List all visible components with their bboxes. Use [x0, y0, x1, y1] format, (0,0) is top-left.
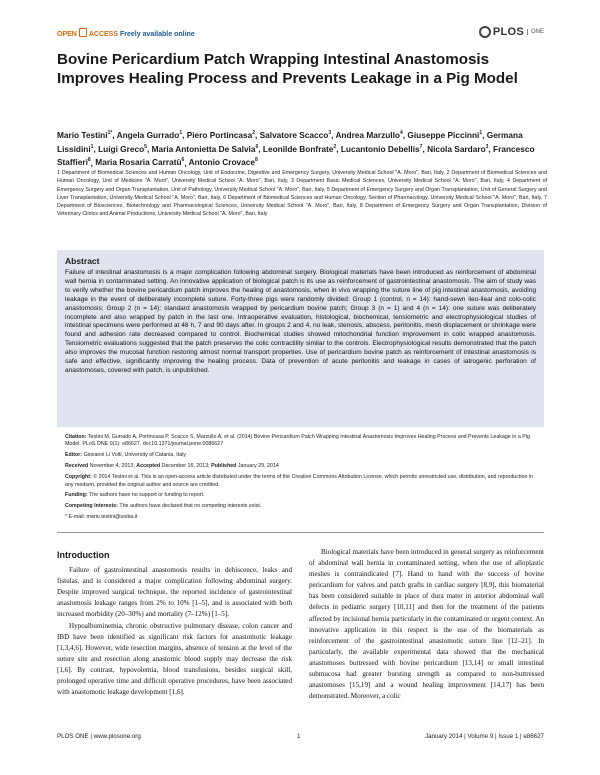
author-name: Piero Portincasa$^2$	[186, 129, 255, 140]
funding: Funding: The authors have no support or funding to report.	[65, 492, 205, 499]
author-name: Luigi Greco$^5$	[98, 143, 147, 154]
author-affiliation-mark: 2	[333, 143, 337, 150]
citation: Citation: Testini M, Gurrado A, Portincasa P, Scacco S, Marzullo A, et al. (2014) Bovine Pericardium Patch Wrapping Intestinal Anastomosis Improves Healing Process and Prevents Leakage in a Pig Model. PLoS ONE 9(1): e86627. doi:10.1371/journal.pone.0086627	[65, 434, 530, 448]
paragraph: Hypoalbuminemia, chronic obstructive pulmonary disease, colon cancer and IBD have been identified as significant risk factors for anastomotic leakage [1,3,4,6]. However, wide resection margins, absence of tension at the level of the suture site and resection along anastomic blood supply may decrease the risk [1,6]. By contrast, hypovolemia, blood transfusions, besides surgical skill, prolonged operative time and difficult operative procedures, have been associated with anastomotic leakage development [1,6].	[57, 621, 292, 697]
author-name: Germana Lissidini$^1$	[57, 129, 523, 154]
author-name: Lucantonio Debellis$^7$	[340, 143, 423, 154]
paragraph: Biological materials have been introduced in general surgery as reinforcement of abdominal wall hernia in contaminated setting, when the use of alloplastic meshes is contraindicated [7]. Hand to hand with the success of bovine pericardium for valves and patch grafts in cardiac surgery [8,9], this biomaterial has been considered suitable in place of dura mater in anterior abdominal wall defects in pediatric surgery [10,11] and then for the treatment of the patients affected by incisional hernia particularly in the contaminated or urgent context. An innovative application in this respect is the use of the biomaterials as reinforcement of the gastrointestinal anastomotic suture line [12–21]. In particularly, the available experimental data showed that the mechanical anastomoses buttressed with bovine pericardium [13,14] or small intestinal submucosa had greater bursting strength as compared to non-buttressed anastomoses [15,19] and a wound healing improvement [14,17] has been demonstrated. Moreover, a colic	[309, 548, 544, 701]
author-affiliation-mark: 1*	[107, 130, 113, 136]
logo-text: PLOS	[492, 26, 524, 38]
footer-issue: January 2014 | Volume 9 | Issue 1 | e86627	[424, 733, 544, 740]
author-name: Maria Antonietta De Salvia$^6$	[151, 143, 259, 154]
open-access-label: OPEN ACCESS Freely available online	[57, 28, 195, 38]
author-list: Mario Testini$^{1*}$, Angela Gurrado$^1$, Piero Portincasa$^2$, Salvatore Scacco$^3$, Andrea Marzullo$^4$, Giuseppe Piccinni$^1$, Germana Lissidini$^1$, Luigi Greco$^5$, Maria Antonietta De Salvia$^6$, Leonilde Bonfrate$^2$, Lucantonio Debellis$^7$, Nicola Sardaro$^3$, Francesco Staffieri$^8$, Maria Rosaria Carratù$^6$, Antonio Crovace$^8$	[57, 129, 535, 168]
abstract-box	[57, 250, 544, 427]
author-name: Salvatore Scacco$^3$	[259, 129, 332, 140]
email[interactable]: * E-mail: mario.testini@uniba.it	[65, 514, 138, 521]
affiliations: 1 Department of Biomedical Sciences and Human Oncology, Unit of Endocrine, Digestive and Emergency Surgery, University Medical School "A. Moro", Bari, Italy, 2 Department of Biomedical Sciences and Human Oncology, Unit of Medicine "A. Murri", University Medical School "A. Moro", Bari, Italy, 3 Department Basic Medical Sciences, University Medical School "A. Moro", Bari, Italy, 4 Department of Emergency Surgery and Organ Transplantation, Unit of Pathology, University Medical School "A. Moro", Bari, Italy, 5 Department of Emergency Surgery and Organ Transplantation, Unit of General Surgery and Liver Transplantation, University Medical School "A. Moro", Bari, Italy, 6 Department of Biomedical Sciences and Human Oncology, Section of Pharmacology, University Medical School "A. Moro", Bari, Italy, 7 Department of Biosciences, Biotechnology and Pharmacological Sciences, University Medical School "A. Moro", Bari, Italy, 8 Department of Emergency Surgery and Organ Transplantation, Division of Veterinary Clinics and Animal Productions, University Medical School "A. Moro", Bari, Italy	[57, 170, 547, 218]
copyright: Copyright: © 2014 Testini et al. This is an open-access article distributed under the terms of the Creative Commons Attribution License, which permits unrestricted use, distribution, and reproduction in any medium, provided the original author and source are credited.	[65, 474, 534, 488]
author-affiliation-mark: 3	[328, 130, 332, 136]
author-affiliation-mark: 6	[255, 143, 259, 150]
author-affiliation-mark: 2	[252, 130, 255, 136]
author-affiliation-mark: 1	[479, 130, 483, 136]
author-name: Antonio Crovace$^8$	[188, 157, 258, 168]
abstract-heading: Abstract	[65, 256, 100, 266]
author-affiliation-mark: 6	[181, 157, 185, 164]
author-affiliation-mark: 1	[179, 130, 183, 136]
author-affiliation-mark: 3	[485, 143, 489, 150]
editor: Editor: Giovanni Li Volti, University of Catania, Italy	[65, 452, 187, 459]
paragraph: Failure of gastrointestinal anastomosis results in dehiscence, leaks and fistulas, and is considered a major complication following abdominal surgery. Despite improved surgical technique, the reported incidence of gastrointestinal anastomosis leakage ranges from 2% to 10% [1–5], and is associated with both increased morbidity (20–30%) and mortality (7–12%) [1–5].	[57, 566, 292, 619]
author-name: Leonilde Bonfrate$^2$	[262, 143, 337, 154]
author-affiliation-mark: 7	[419, 143, 423, 150]
journal-header	[57, 26, 544, 42]
page-number: 1	[297, 733, 301, 740]
author-name: Mario Testini$^{1*}$	[57, 129, 113, 140]
plos-logo	[479, 26, 544, 38]
logo-sub: ONE	[527, 29, 544, 35]
dates: Received November 4, 2013; Accepted December 16, 2013; Published January 29, 2014	[65, 463, 279, 470]
footer-journal[interactable]: PLOS ONE | www.plosone.org	[57, 733, 141, 740]
author-name: Nicola Sardaro$^3$	[427, 143, 489, 154]
page-footer	[57, 733, 544, 745]
author-name: Francesco Staffieri$^8$	[57, 143, 535, 168]
author-name: Andrea Marzullo$^4$	[335, 129, 403, 140]
open-lock-icon	[79, 28, 87, 37]
paper-title: Bovine Pericardium Patch Wrapping Intestinal Anastomosis Improves Healing Process and Prevents Leakage in a Pig Model	[57, 51, 518, 87]
abstract-text: Failure of intestinal anastomosis is a major complication following abdominal surgery. Biological materials have been introduced as reinforcement of abdominal wall hernia in contaminated setting. An innovative application of biological patch is its use as reinforcement of gastrointestinal anastomosis. The aim of study was to verify whether the bovine pericardium patch improves the healing of anastomosis, when in vivo wrapping the suture line of pig intestinal anastomosis, avoiding leakage in the event of deliberately incomplete suture. Forty-three pigs were randomly divided: Group 1 (control, n = 14): hand-sewn ileo-ileal and colo-colic anastomosis; Group 2 (n = 14): standard anastomosis wrapped by pericardium bovine patch; Group 3 (n = 1) and 4 (n = 14): one suture was deliberately incomplete and also wrapped by patch in the last one. Intraoperative evaluation, histological, biochemical, tensiometric and electrophysiological studies of intestinal specimens were performed at 48 h, 7 and 90 days after. In groups 2 and 4, no leak, stenosis, abscess, peritonitis, mesh displacement or shrinkage were found and adhesion rate decreased compared to control. Biochemical studies showed mitochondrial function improvement in colic wrapped anastomosis. Tensiometric evaluations suggested that the patch preserves the colic contractility similar to the controls. Electrophysiological results demonstrated that the patch also improves the mucosal function restoring almost normal transport properties. Use of pericardium bovine patch as reinforcement of intestinal anastomosis is safe and effective, significantly improving the healing process. Data of prevention of acute peritonitis and leakage in cases of iatrogenic perforation of anastomoses, covered with patch, is unpublished.	[65, 269, 536, 374]
author-name: Maria Rosaria Carratù$^6$	[95, 157, 185, 168]
free-available-text: Freely available online	[119, 31, 195, 38]
body-column-right	[309, 547, 544, 702]
author-name: Giuseppe Piccinni$^1$	[407, 129, 483, 140]
competing-interests: Competing Interests: The authors have declared that no competing interests exist.	[65, 503, 262, 510]
author-affiliation-mark: 1	[90, 143, 94, 150]
author-affiliation-mark: 8	[255, 157, 258, 164]
author-affiliation-mark: 4	[399, 130, 403, 136]
author-affiliation-mark: 5	[144, 143, 147, 150]
plos-logo-icon	[479, 26, 491, 38]
author-name: Angela Gurrado$^1$	[116, 129, 183, 140]
section-divider	[57, 532, 544, 533]
author-affiliation-mark: 8	[87, 157, 91, 164]
introduction-heading: Introduction	[57, 550, 110, 560]
body-column-left	[57, 550, 292, 698]
article-metadata	[65, 434, 535, 525]
